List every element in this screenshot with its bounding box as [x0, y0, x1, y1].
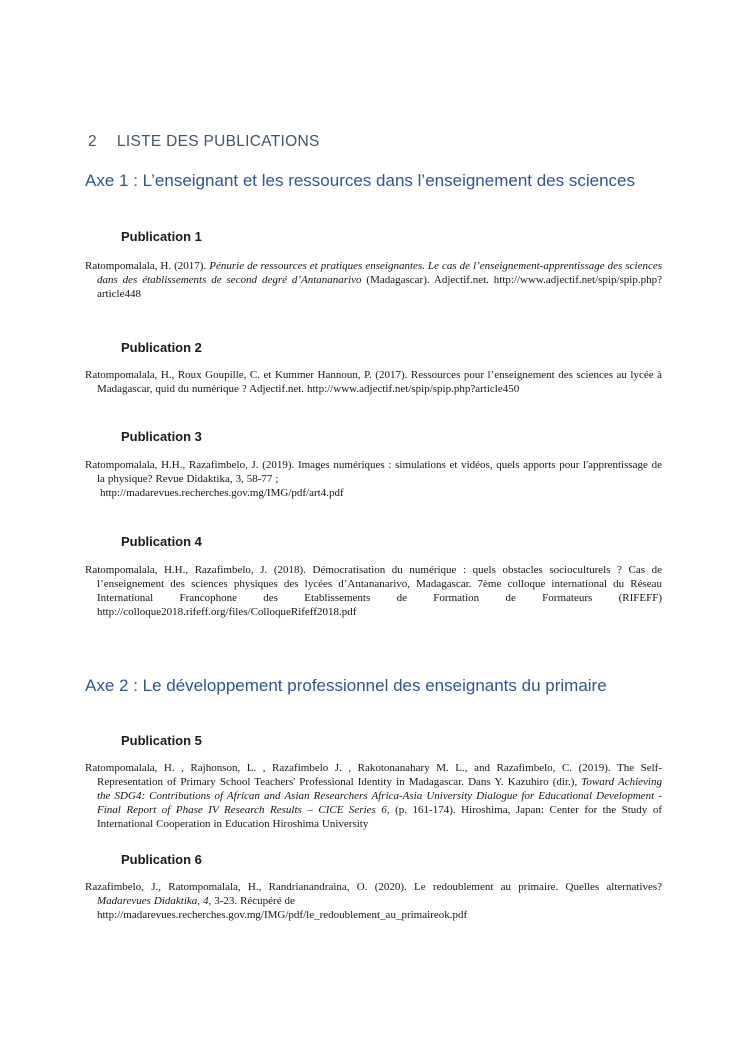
citation-text-run: Razafimbelo, J., Ratompomalala, H., Randrianandraina, O. (2020). Le redoublement au primaire. Quelles alternatives? — [85, 881, 662, 893]
citation-italic-run: Toward Achieving the SDG4: Contributions of African and Asian Researchers Africa-Asia University Dialogue for Educational Development - Final Report of Phase IV Research Results – CICE Series 6, — [97, 775, 662, 816]
section-heading-axe-2: Axe 2 : Le développement professionnel des enseignants du primaire — [85, 676, 607, 695]
citation-text-run: http://madarevues.recherches.gov.mg/IMG/pdf/le_redoublement_au_primaireok.pdf — [97, 908, 468, 921]
heading-title: LISTE DES PUBLICATIONS — [116, 133, 320, 150]
publication-label: Publication 5 — [121, 733, 202, 748]
citation-text-run: Ratompomalala, H., Roux Goupille, C. et Kummer Hannoun, P. (2017). Ressources pour l’enseignement des sciences au lycée à Madagascar, quid du numérique ? Adjectif.net. http://www.adjectif.net/spip/spip.php?article450 — [85, 369, 662, 395]
publication-citation — [85, 260, 662, 302]
citation-italic-run: Pénurie de ressources et pratiques enseignantes. Le cas de l’enseignement-apprentissage des sciences dans des établissements de second degré d’Antananarivo — [97, 260, 662, 286]
heading-number: 2 — [88, 133, 97, 150]
publication-citation — [85, 459, 662, 501]
publication-citation — [85, 762, 662, 832]
main-heading — [88, 133, 320, 151]
publication-label: Publication 6 — [121, 852, 202, 867]
publication-label: Publication 1 — [121, 229, 202, 244]
publication-citation — [85, 881, 662, 923]
citation-text-run: Ratompomalala, H. (2017). — [85, 260, 210, 272]
publication-citation — [85, 369, 662, 397]
publication-label: Publication 2 — [121, 340, 202, 355]
publication-citation — [85, 564, 662, 620]
publication-label: Publication 3 — [121, 429, 202, 444]
citation-italic-run: Madarevues Didaktika, 4, — [97, 894, 212, 907]
citation-text-run: Ratompomalala, H. , Rajhonson, L. , Razafimbelo J. , Rakotonanahary M. L., and Razafimbelo, C. (2019). The Self-Representation of Primary School Teachers' Professional Identity in Madagascar. Dans Y. Kazuhiro (dir.), — [85, 762, 662, 788]
citation-text-run: (p. 161-174). Hiroshima, Japan: Center for the Study of International Cooperation in Education Hiroshima University — [97, 803, 662, 830]
section-heading-axe-1: Axe 1 : L’enseignant et les ressources dans l’enseignement des sciences — [85, 171, 635, 190]
citation-text-run: 3-23. Récupéré de — [211, 894, 295, 907]
citation-text-run: Ratompomalala, H.H., Razafimbelo, J. (2019). Images numériques : simulations et vidéos, quels apports pour l'apprentissage de la physique? Revue Didaktika, 3, 58-77 ; — [85, 459, 662, 485]
citation-text-run: http://madarevues.recherches.gov.mg/IMG/pdf/art4.pdf — [97, 486, 344, 499]
citation-text-run: Ratompomalala, H.H., Razafimbelo, J. (2018). Démocratisation du numérique : quels obstacles socioculturels ? Cas de l’enseignement des sciences physiques des lycées d’Antananarivo, Madagascar. 7ème colloque international du Réseau International Francophone des Etablissements de Formation de Formateurs (RIFEFF) http://colloque2018.rifeff.org/files/ColloqueRifeff2018.pdf — [85, 564, 662, 618]
publication-label: Publication 4 — [121, 534, 202, 549]
citation-text-run: (Madagascar). Adjectif.net. http://www.adjectif.net/spip/spip.php?article448 — [97, 273, 662, 300]
